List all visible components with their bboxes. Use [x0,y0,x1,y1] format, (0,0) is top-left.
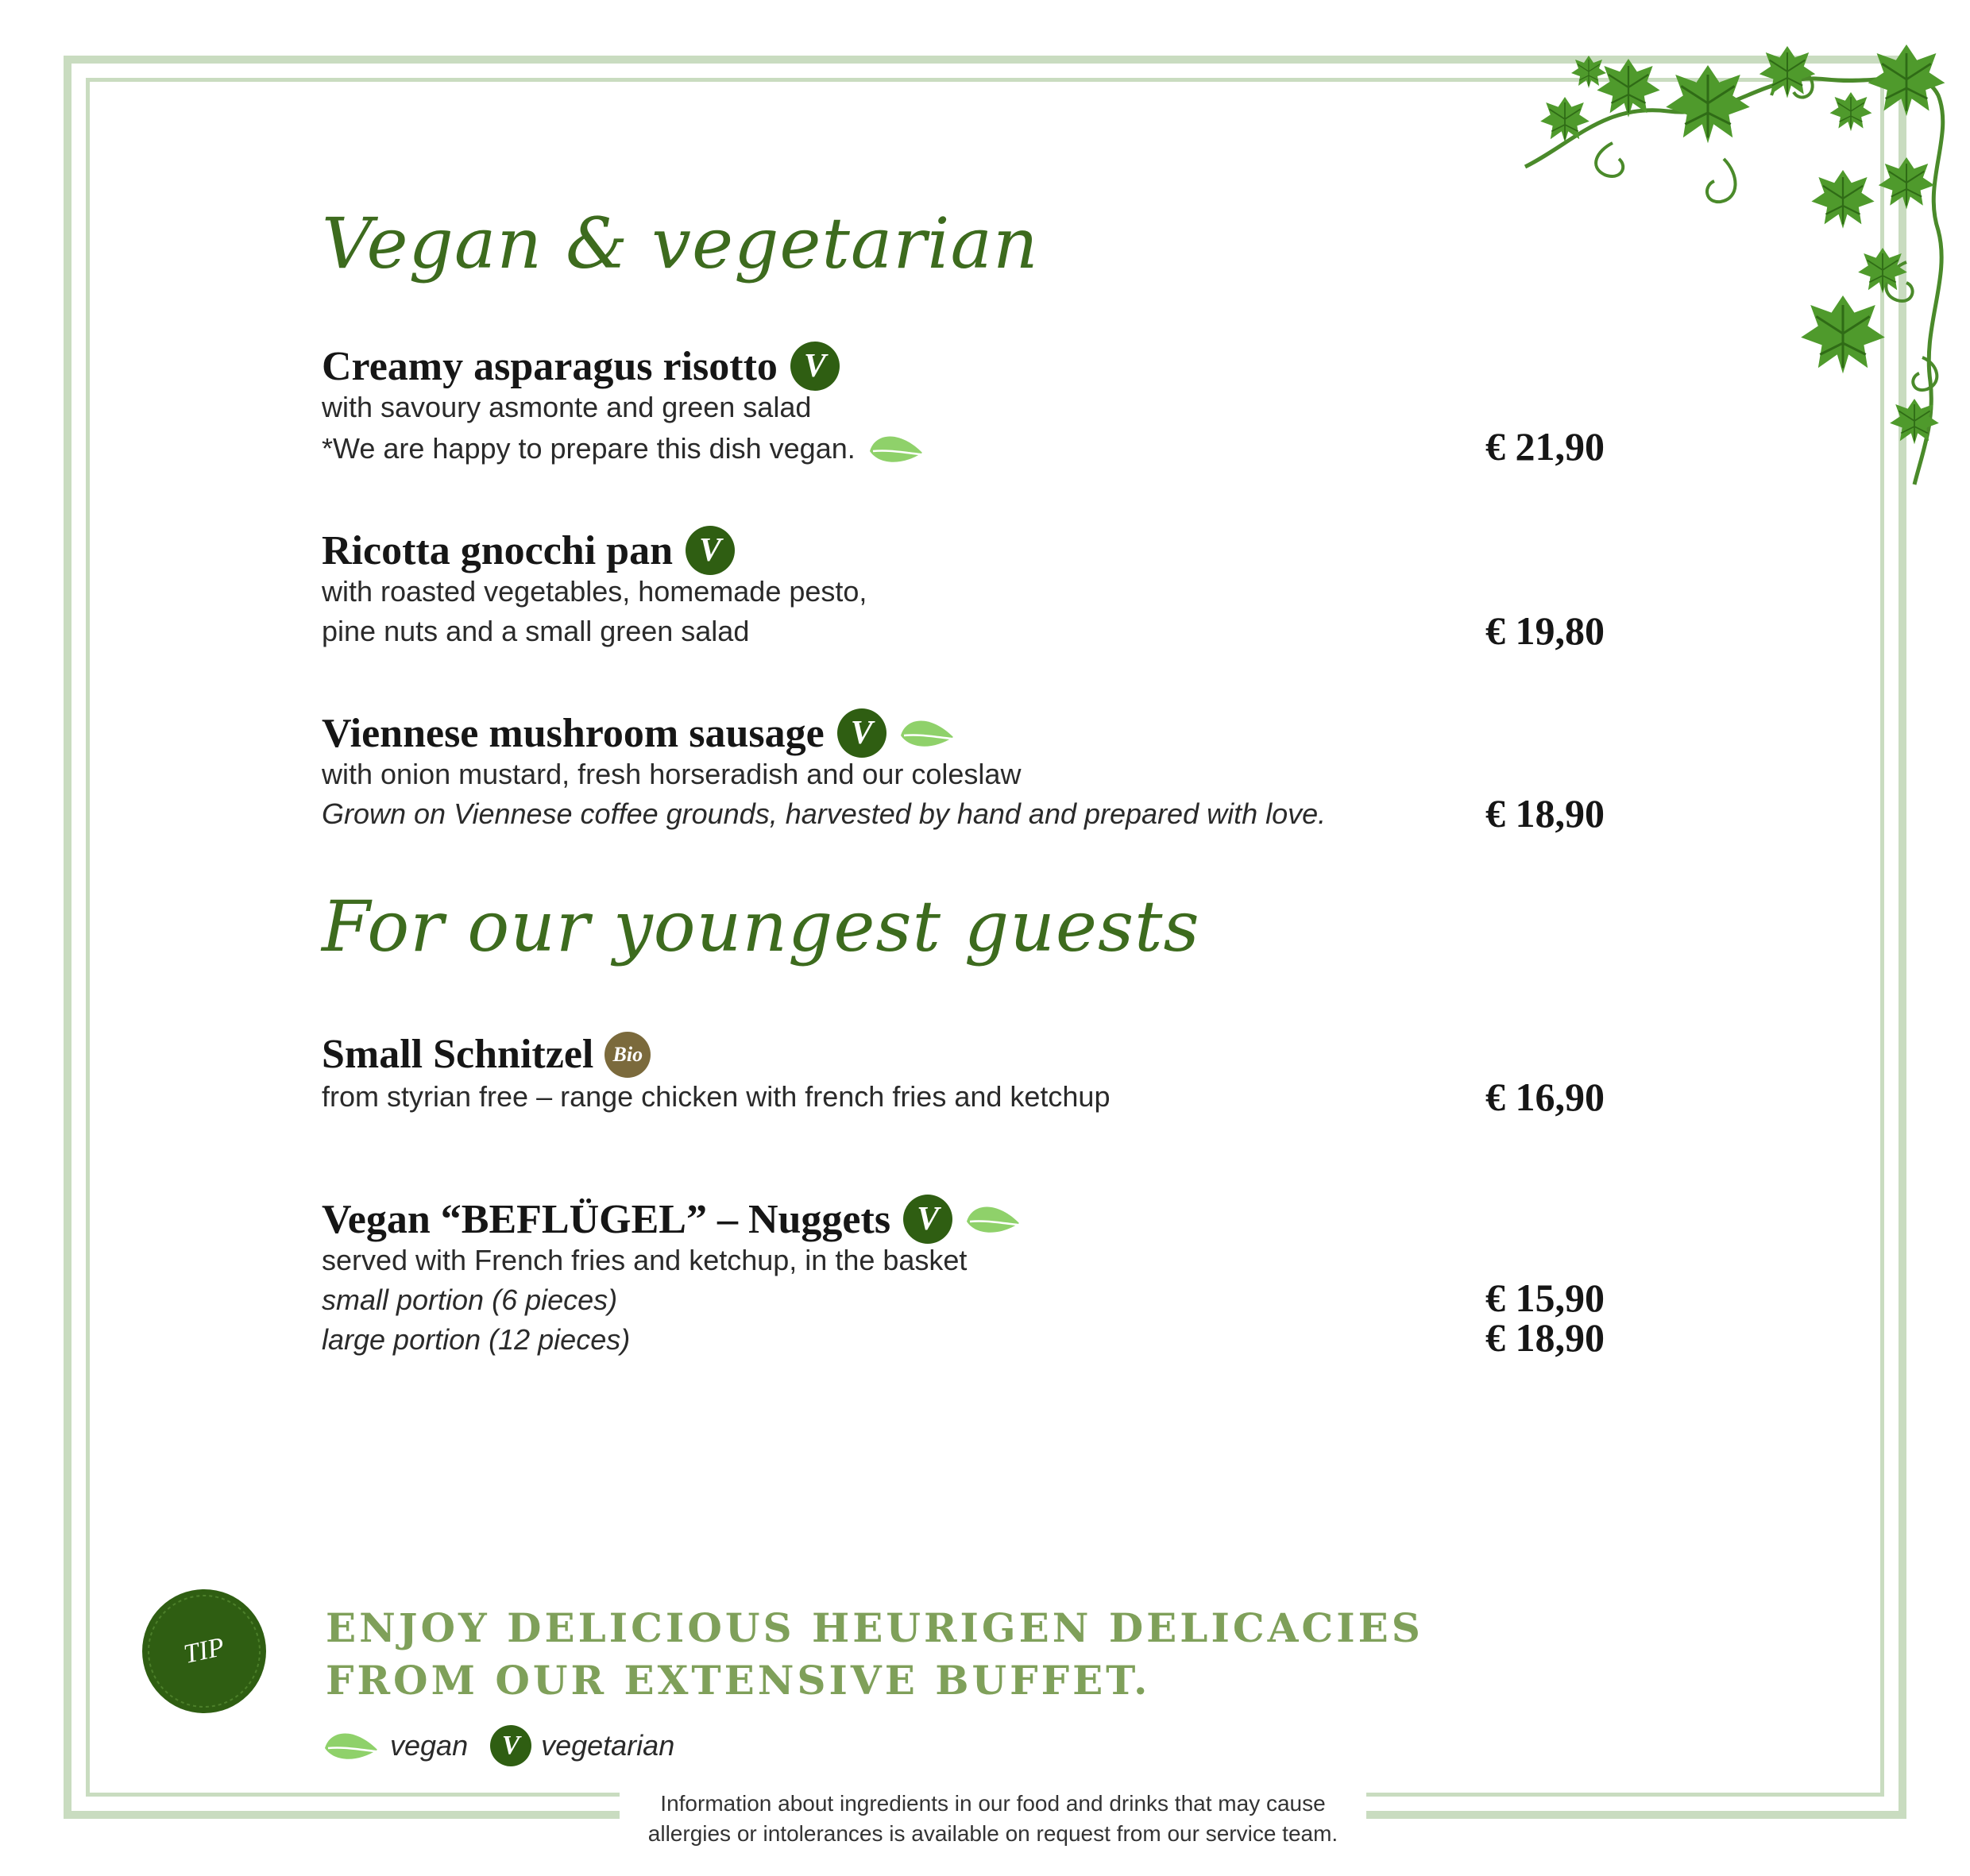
allergy-note-line-2: allergies or intolerances is available on request from our service team. [647,1821,1338,1846]
price-small: € 15,90 [1485,1276,1605,1320]
item-price: € 19,80 [1485,608,1605,653]
item-title: Vegan “BEFLÜGEL” – Nuggets [322,1196,891,1242]
section-title-kids: For our youngest guests [322,886,1200,967]
leaf-icon [322,1726,380,1766]
item-description: with savoury asmonte and green salad [322,391,812,423]
menu-item-name [322,1031,651,1078]
item-title: Small Schnitzel [322,1032,594,1077]
promo-line-1: ENJOY DELICIOUS HEURIGEN DELICACIES [326,1604,1423,1651]
price-large: € 18,90 [1485,1315,1605,1360]
item-description: pine nuts and a small green salad [322,615,750,647]
item-description: with onion mustard, fresh horseradish and our coleslaw [322,758,1022,790]
leaf-icon [867,429,925,469]
item-note: Grown on Viennese coffee grounds, harvested by hand and prepared with love. [322,797,1327,830]
item-title: Viennese mushroom sausage [322,710,825,756]
legend-vegan: vegan [390,1729,469,1762]
tip-label: TIP [181,1632,227,1669]
item-price: € 21,90 [1485,424,1605,469]
portion-small: small portion (6 pieces) [322,1283,618,1316]
item-description: served with French fries and ketchup, in the basket [322,1244,968,1276]
item-price: € 18,90 [1485,791,1605,836]
menu-item-name [322,526,735,575]
menu-item-name [322,342,840,391]
item-title: Ricotta gnocchi pan [322,527,673,573]
bio-badge-icon: Bio [605,1032,651,1078]
item-price: € 16,90 [1485,1075,1605,1119]
menu-item-name [322,708,956,758]
item-title: Creamy asparagus risotto [322,343,778,389]
v-badge-icon: V [686,526,735,575]
portion-large: large portion (12 pieces) [322,1323,631,1356]
item-note [322,429,925,469]
v-badge-icon: V [837,708,886,758]
legend-vegetarian: vegetarian [541,1729,675,1762]
tip-seal [141,1588,267,1714]
legend [322,1725,674,1766]
item-description: from styrian free – range chicken with french fries and ketchup [322,1080,1111,1113]
leaf-icon [964,1199,1022,1239]
promo-line-2: FROM OUR EXTENSIVE BUFFET. [326,1657,1151,1704]
allergy-note-line-1: Information about ingredients in our food and drinks that may cause [660,1791,1326,1816]
v-badge-icon: V [903,1195,952,1244]
vegan-note-text: *We are happy to prepare this dish vegan. [322,432,856,465]
allergy-note [620,1789,1366,1849]
leaf-icon [898,713,956,753]
section-title-vegan: Vegan & vegetarian [322,203,1039,284]
v-badge-icon: V [790,342,840,391]
item-description: with roasted vegetables, homemade pesto, [322,575,867,608]
v-badge-icon: V [490,1725,531,1766]
menu-item-name [322,1195,1022,1244]
